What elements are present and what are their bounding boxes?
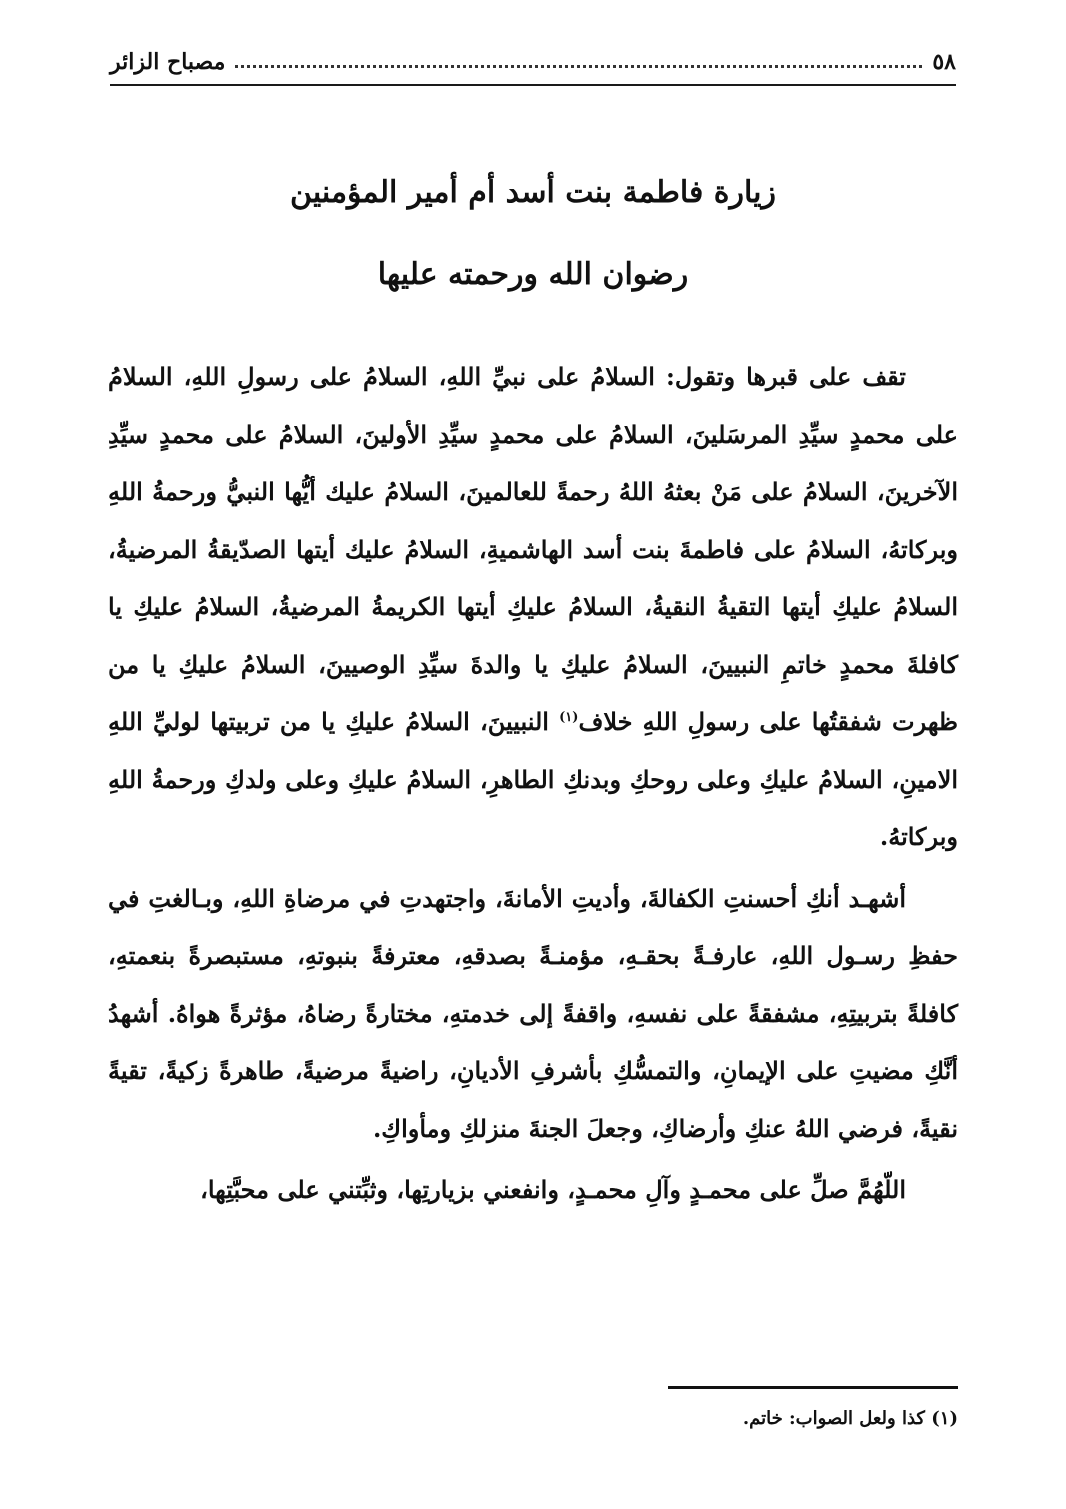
footnote: (١) كذا ولعل الصواب: خاتم. xyxy=(742,1408,958,1429)
running-header xyxy=(110,40,956,86)
paragraph-1 xyxy=(108,348,958,866)
paragraph-3: اللّهُمَّ صلِّ على محمـدٍ وآلِ محمـدٍ، وانفعني بزيارتِها، وثبِّتني على محبَّتِها، xyxy=(200,1175,906,1204)
body-text xyxy=(108,348,958,1219)
paragraph-2: أشهـد أنكِ أحسنتِ الكفالةَ، وأديتِ الأمانةَ، واجتهدتِ في مرضاةِ اللهِ، وبـالغتِ في حفظِ رسـول اللهِ، عارفـةً بحقـهِ، مؤمنـةً بصدقهِ، معترفةً بنبوتهِ، مستبصرةً بنعمتهِ، كافلةً بتربيتِهِ، مشفقةً على نفسهِ، واقفةً إلى خدمتهِ، مختارةً رضاهُ، مؤثرةً هواهُ. أشهدُ أنَّكِ مضيتِ على الإيمانِ، والتمسُّكِ بأشرفِ الأديانِ، راضيةً مرضيةً، طاهرةً زكيةً، تقيةً نقيةً، فرضي اللهُ عنكِ وأرضاكِ، وجعلَ الجنةَ منزلكِ ومأواكِ. xyxy=(108,883,958,1143)
book-title: مصباح الزائر xyxy=(110,49,226,75)
title-line-1: زيارة فاطمة بنت أسد أم أمير المؤمنين xyxy=(290,175,776,210)
paragraph-1-part-2: النبيينَ، السلامُ عليكِ يا من تربيتها لوليِّ اللهِ الامينِ، السلامُ عليكِ وعلى روحكِ وبدنكِ الطاهرِ، السلامُ عليكِ وعلى ولدكِ ورحمةُ اللهِ وبركاتهُ. xyxy=(108,707,958,851)
footnote-reference: (١) xyxy=(559,710,579,725)
footnote-divider xyxy=(668,1386,958,1389)
paragraph-1-part-1: تقف على قبرها وتقول: السلامُ على نبيِّ اللهِ، السلامُ على رسولِ اللهِ، السلامُ على محمدٍ سيِّدِ المرسَلينَ، السلامُ على محمدٍ سيِّدِ الأولينَ، السلامُ على محمدٍ سيِّدِ الآخرينَ، السلامُ على مَنْ بعثهُ اللهُ رحمةً للعالمينَ، السلامُ عليك أيُّها النبيُّ ورحمةُ اللهِ وبركاتهُ، السلامُ على فاطمةَ بنت أسد الهاشميةِ، السلامُ عليك أيتها الصدّيقةُ المرضيةُ، السلامُ عليكِ أيتها التقيةُ النقيةُ، السلامُ عليكِ أيتها الكريمةُ المرضيةُ، السلامُ عليكِ يا كافلةَ محمدٍ خاتمِ النبيينَ، السلامُ عليكِ يا والدةَ سيِّدِ الوصيينَ، السلامُ عليكِ يا من ظهرت شفقتُها على رسولِ اللهِ خلاف xyxy=(108,362,958,736)
dotted-leader xyxy=(235,65,922,68)
section-title xyxy=(110,168,956,300)
page-number: ٥٨ xyxy=(932,49,956,75)
title-line-2: رضوان الله ورحمته عليها xyxy=(377,257,689,292)
